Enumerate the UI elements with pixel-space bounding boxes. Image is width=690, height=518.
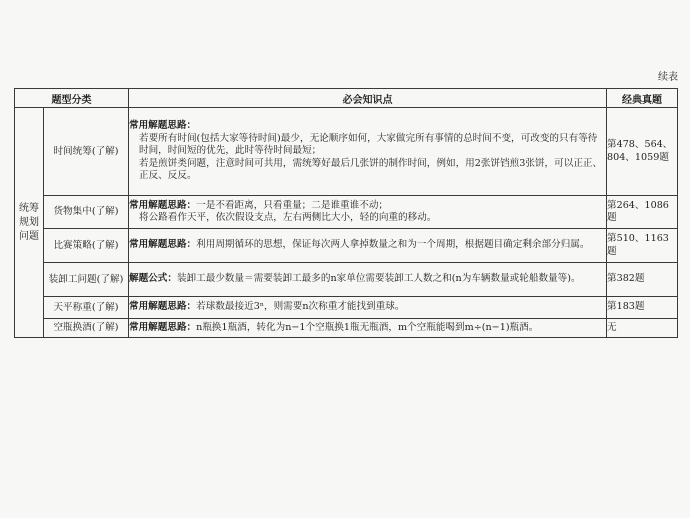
exam-cell: 第510、1163题 [607,229,678,263]
knowledge-text: 若是煎饼类问题，注意时间可共用，需统筹好最后几张饼的制作时间，例如，用2张饼铛煎3张饼，可以正正、正反、反反。 [139,157,603,182]
table-row [15,229,678,263]
knowledge-cell [129,108,607,196]
category-cell: 统筹规划问题 [15,108,44,338]
knowledge-line [129,133,606,158]
exam-cell: 第478、564、804、1059题 [607,108,678,196]
knowledge-text: 一是不看距离，只看重量；二是谁重谁不动； [196,199,389,211]
header-type: 题型分类 [15,89,129,108]
knowledge-lead: 常用解题思路： [129,239,197,251]
subtype-cell: 装卸工问题(了解) [44,263,129,297]
knowledge-cell [129,319,607,338]
subtype-cell: 货物集中(了解) [44,196,129,229]
knowledge-line [129,212,606,224]
knowledge-text: n瓶换1瓶酒，转化为n−1个空瓶换1瓶无瓶酒，m个空瓶能喝到m÷(n−1)瓶酒。 [196,321,539,333]
exam-cell: 第264、1086题 [607,196,678,229]
knowledge-lead: 解题公式： [129,273,177,285]
knowledge-text: 将公路看作天平，依次假设支点，左右两侧比大小，轻的向重的移动。 [139,212,437,223]
knowledge-cell [129,196,607,229]
knowledge-lead: 常用解题思路： [129,321,197,333]
table-row [15,297,678,319]
knowledge-lead: 常用解题思路： [129,199,197,211]
table-row [15,319,678,338]
knowledge-text: 利用周期循环的思想，保证每次两人拿掉数量之和为一个周期，根据题目确定剩余部分归属。 [196,239,590,251]
knowledge-lead: 常用解题思路： [129,301,197,313]
knowledge-line [129,200,606,212]
knowledge-line [129,322,606,334]
header-exam: 经典真题 [607,89,678,108]
knowledge-line [129,239,606,251]
knowledge-cell [129,263,607,297]
continued-label: 续表 [658,72,678,83]
subtype-cell: 比赛策略(了解) [44,229,129,263]
knowledge-line [129,158,606,183]
subtype-cell: 空瓶换酒(了解) [44,319,129,338]
knowledge-cell [129,297,607,319]
knowledge-line [129,301,606,313]
exam-cell: 第183题 [607,297,678,319]
subtype-cell: 时间统筹(了解) [44,108,129,196]
table-header-row [15,89,678,108]
knowledge-text: 若球数最接近3ⁿ，则需要n次称重才能找到重球。 [196,301,405,313]
knowledge-cell [129,229,607,263]
table-row [15,196,678,229]
table-row [15,108,678,196]
knowledge-lead: 常用解题思路： [129,120,197,132]
knowledge-table [14,88,678,338]
knowledge-line [129,273,606,285]
exam-cell: 无 [607,319,678,338]
header-knowledge: 必会知识点 [129,89,607,108]
exam-cell: 第382题 [607,263,678,297]
subtype-cell: 天平称重(了解) [44,297,129,319]
knowledge-line [129,120,606,132]
knowledge-text: 若要所有时间(包括大家等待时间)最少，无论顺序如何，大家做完所有事情的总时间不变，可改变的只有等待时间，时间短的优先，此时等待时间最短； [139,132,598,157]
knowledge-text: 装卸工最少数量＝需要装卸工最多的n家单位需要装卸工人数之和(n为车辆数量或轮船数量等)。 [176,273,581,285]
table-row [15,263,678,297]
